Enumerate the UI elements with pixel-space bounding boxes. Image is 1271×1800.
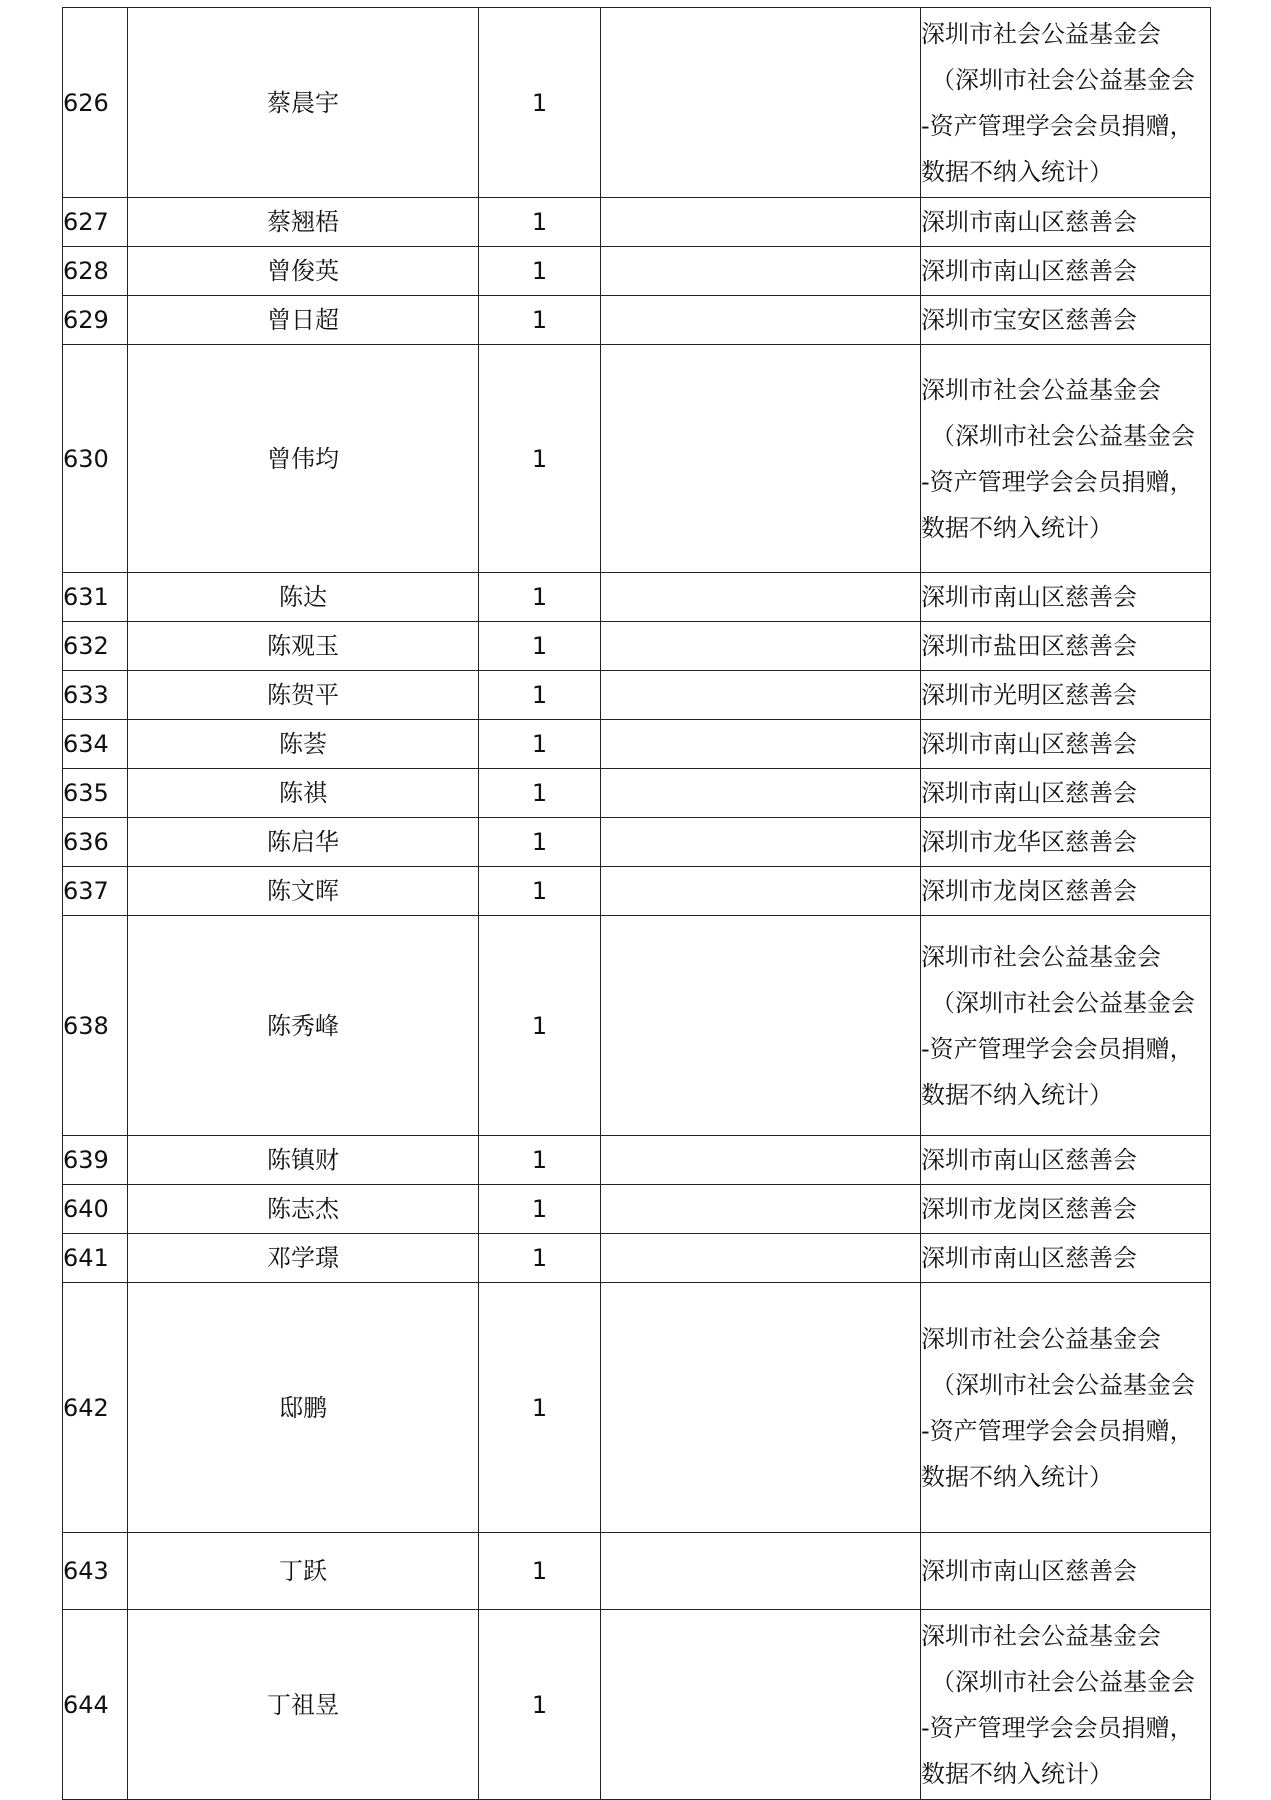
organization-line: 数据不纳入统计） (921, 157, 1113, 186)
remark-cell (601, 769, 921, 818)
donor-name: 邸鹏 (128, 1283, 479, 1533)
remark-cell (601, 296, 921, 345)
remark-cell (601, 1136, 921, 1185)
row-number: 633 (63, 671, 128, 720)
remark-cell (601, 720, 921, 769)
donation-quantity: 1 (479, 1136, 601, 1185)
table-row (63, 345, 1211, 573)
organization-cell (921, 198, 1211, 247)
donor-name: 陈观玉 (128, 622, 479, 671)
donor-name: 陈文晖 (128, 867, 479, 916)
remark-cell (601, 247, 921, 296)
donor-name: 陈启华 (128, 818, 479, 867)
organization-lines (921, 574, 1210, 620)
organization-lines (921, 934, 1210, 1118)
organization-line: -资产管理学会会员捐赠， (921, 111, 1194, 140)
row-number: 642 (63, 1283, 128, 1533)
row-number: 643 (63, 1533, 128, 1610)
donor-name: 蔡翘梧 (128, 198, 479, 247)
organization-lines (921, 623, 1210, 669)
organization-lines (921, 1186, 1210, 1232)
row-number: 629 (63, 296, 128, 345)
organization-lines (921, 199, 1210, 245)
organization-cell (921, 1283, 1211, 1533)
organization-cell (921, 1610, 1211, 1800)
donor-name: 陈镇财 (128, 1136, 479, 1185)
donor-name: 曾俊英 (128, 247, 479, 296)
organization-line: 深圳市社会公益基金会 (921, 375, 1161, 404)
table-row (63, 1283, 1211, 1533)
organization-line: 深圳市南山区慈善会 (921, 583, 1137, 611)
organization-cell (921, 720, 1211, 769)
table-row (63, 769, 1211, 818)
organization-line: 数据不纳入统计） (921, 513, 1113, 542)
organization-line: （深圳市社会公益基金会 (931, 988, 1195, 1017)
donor-table-body (63, 8, 1211, 1800)
organization-line: -资产管理学会会员捐赠， (921, 1416, 1194, 1445)
organization-line: 数据不纳入统计） (921, 1080, 1113, 1109)
remark-cell (601, 622, 921, 671)
organization-cell (921, 769, 1211, 818)
organization-line: 深圳市社会公益基金会 (921, 942, 1161, 971)
organization-line: -资产管理学会会员捐赠， (921, 467, 1194, 496)
donation-quantity: 1 (479, 198, 601, 247)
organization-line: 深圳市社会公益基金会 (921, 1621, 1161, 1650)
table-row (63, 622, 1211, 671)
row-number: 641 (63, 1234, 128, 1283)
donation-quantity: 1 (479, 573, 601, 622)
organization-line: 深圳市龙岗区慈善会 (921, 1195, 1137, 1223)
organization-line: 深圳市南山区慈善会 (921, 1146, 1137, 1174)
donor-name: 蔡晨宇 (128, 8, 479, 198)
donor-name: 曾伟均 (128, 345, 479, 573)
remark-cell (601, 573, 921, 622)
organization-cell (921, 1234, 1211, 1283)
row-number: 639 (63, 1136, 128, 1185)
donor-name: 陈志杰 (128, 1185, 479, 1234)
remark-cell (601, 867, 921, 916)
row-number: 635 (63, 769, 128, 818)
donation-quantity: 1 (479, 867, 601, 916)
table-row (63, 1185, 1211, 1234)
table-row (63, 8, 1211, 198)
donor-name: 陈贺平 (128, 671, 479, 720)
organization-cell (921, 573, 1211, 622)
organization-lines (921, 297, 1210, 343)
table-row (63, 671, 1211, 720)
organization-lines (921, 672, 1210, 718)
table-row (63, 1234, 1211, 1283)
organization-line: （深圳市社会公益基金会 (931, 1370, 1195, 1399)
organization-cell (921, 1136, 1211, 1185)
organization-line: 深圳市南山区慈善会 (921, 730, 1137, 758)
organization-line: -资产管理学会会员捐赠， (921, 1713, 1194, 1742)
donation-quantity: 1 (479, 247, 601, 296)
row-number: 634 (63, 720, 128, 769)
row-number: 637 (63, 867, 128, 916)
row-number: 636 (63, 818, 128, 867)
row-number: 640 (63, 1185, 128, 1234)
donor-name: 陈祺 (128, 769, 479, 818)
organization-line: 深圳市南山区慈善会 (921, 1244, 1137, 1272)
row-number: 631 (63, 573, 128, 622)
organization-lines (921, 868, 1210, 914)
organization-line: 深圳市龙华区慈善会 (921, 828, 1137, 856)
organization-lines (921, 1137, 1210, 1183)
donor-name: 丁祖昱 (128, 1610, 479, 1800)
table-row (63, 720, 1211, 769)
row-number: 626 (63, 8, 128, 198)
organization-line: 数据不纳入统计） (921, 1759, 1113, 1788)
organization-cell (921, 345, 1211, 573)
donation-quantity: 1 (479, 1533, 601, 1610)
organization-line: 数据不纳入统计） (921, 1462, 1113, 1491)
organization-cell (921, 8, 1211, 198)
donation-quantity: 1 (479, 8, 601, 198)
organization-lines (921, 367, 1210, 551)
row-number: 627 (63, 198, 128, 247)
table-row (63, 818, 1211, 867)
remark-cell (601, 1234, 921, 1283)
donation-quantity: 1 (479, 1234, 601, 1283)
organization-line: 深圳市光明区慈善会 (921, 681, 1137, 709)
organization-line: -资产管理学会会员捐赠， (921, 1034, 1194, 1063)
organization-cell (921, 296, 1211, 345)
organization-line: 深圳市盐田区慈善会 (921, 632, 1137, 660)
table-row (63, 1136, 1211, 1185)
remark-cell (601, 916, 921, 1136)
organization-line: （深圳市社会公益基金会 (931, 1667, 1195, 1696)
organization-cell (921, 818, 1211, 867)
donor-name: 丁跃 (128, 1533, 479, 1610)
organization-cell (921, 622, 1211, 671)
organization-line: 深圳市南山区慈善会 (921, 208, 1137, 236)
organization-cell (921, 1533, 1211, 1610)
donation-quantity: 1 (479, 818, 601, 867)
remark-cell (601, 198, 921, 247)
organization-cell (921, 1185, 1211, 1234)
organization-lines (921, 770, 1210, 816)
remark-cell (601, 8, 921, 198)
organization-line: 深圳市社会公益基金会 (921, 19, 1161, 48)
organization-line: 深圳市南山区慈善会 (921, 257, 1137, 285)
organization-cell (921, 916, 1211, 1136)
donor-name: 陈秀峰 (128, 916, 479, 1136)
donation-quantity: 1 (479, 296, 601, 345)
organization-line: 深圳市宝安区慈善会 (921, 306, 1137, 334)
organization-lines (921, 248, 1210, 294)
donation-quantity: 1 (479, 671, 601, 720)
remark-cell (601, 1533, 921, 1610)
row-number: 632 (63, 622, 128, 671)
table-row (63, 867, 1211, 916)
donor-name: 邓学璟 (128, 1234, 479, 1283)
organization-lines (921, 1316, 1210, 1500)
organization-cell (921, 867, 1211, 916)
organization-line: 深圳市社会公益基金会 (921, 1324, 1161, 1353)
donor-name: 陈达 (128, 573, 479, 622)
remark-cell (601, 1610, 921, 1800)
donation-quantity: 1 (479, 769, 601, 818)
table-row (63, 1533, 1211, 1610)
donor-name: 陈荟 (128, 720, 479, 769)
donation-quantity: 1 (479, 720, 601, 769)
organization-line: 深圳市南山区慈善会 (921, 1557, 1137, 1585)
table-row (63, 247, 1211, 296)
organization-cell (921, 247, 1211, 296)
remark-cell (601, 345, 921, 573)
donor-table (62, 7, 1211, 1800)
remark-cell (601, 1185, 921, 1234)
organization-line: （深圳市社会公益基金会 (931, 65, 1195, 94)
donation-quantity: 1 (479, 1283, 601, 1533)
donation-quantity: 1 (479, 1185, 601, 1234)
remark-cell (601, 818, 921, 867)
donor-name: 曾日超 (128, 296, 479, 345)
remark-cell (601, 1283, 921, 1533)
organization-lines (921, 11, 1210, 195)
organization-lines (921, 1548, 1210, 1594)
organization-lines (921, 721, 1210, 767)
row-number: 628 (63, 247, 128, 296)
donation-quantity: 1 (479, 916, 601, 1136)
table-row (63, 296, 1211, 345)
table-row (63, 573, 1211, 622)
row-number: 644 (63, 1610, 128, 1800)
table-row (63, 198, 1211, 247)
table-row (63, 1610, 1211, 1800)
donation-quantity: 1 (479, 345, 601, 573)
row-number: 638 (63, 916, 128, 1136)
organization-cell (921, 671, 1211, 720)
organization-line: 深圳市南山区慈善会 (921, 779, 1137, 807)
organization-lines (921, 1235, 1210, 1281)
donation-quantity: 1 (479, 622, 601, 671)
organization-line: （深圳市社会公益基金会 (931, 421, 1195, 450)
row-number: 630 (63, 345, 128, 573)
organization-lines (921, 819, 1210, 865)
remark-cell (601, 671, 921, 720)
donation-quantity: 1 (479, 1610, 601, 1800)
table-row (63, 916, 1211, 1136)
organization-line: 深圳市龙岗区慈善会 (921, 877, 1137, 905)
organization-lines (921, 1613, 1210, 1797)
